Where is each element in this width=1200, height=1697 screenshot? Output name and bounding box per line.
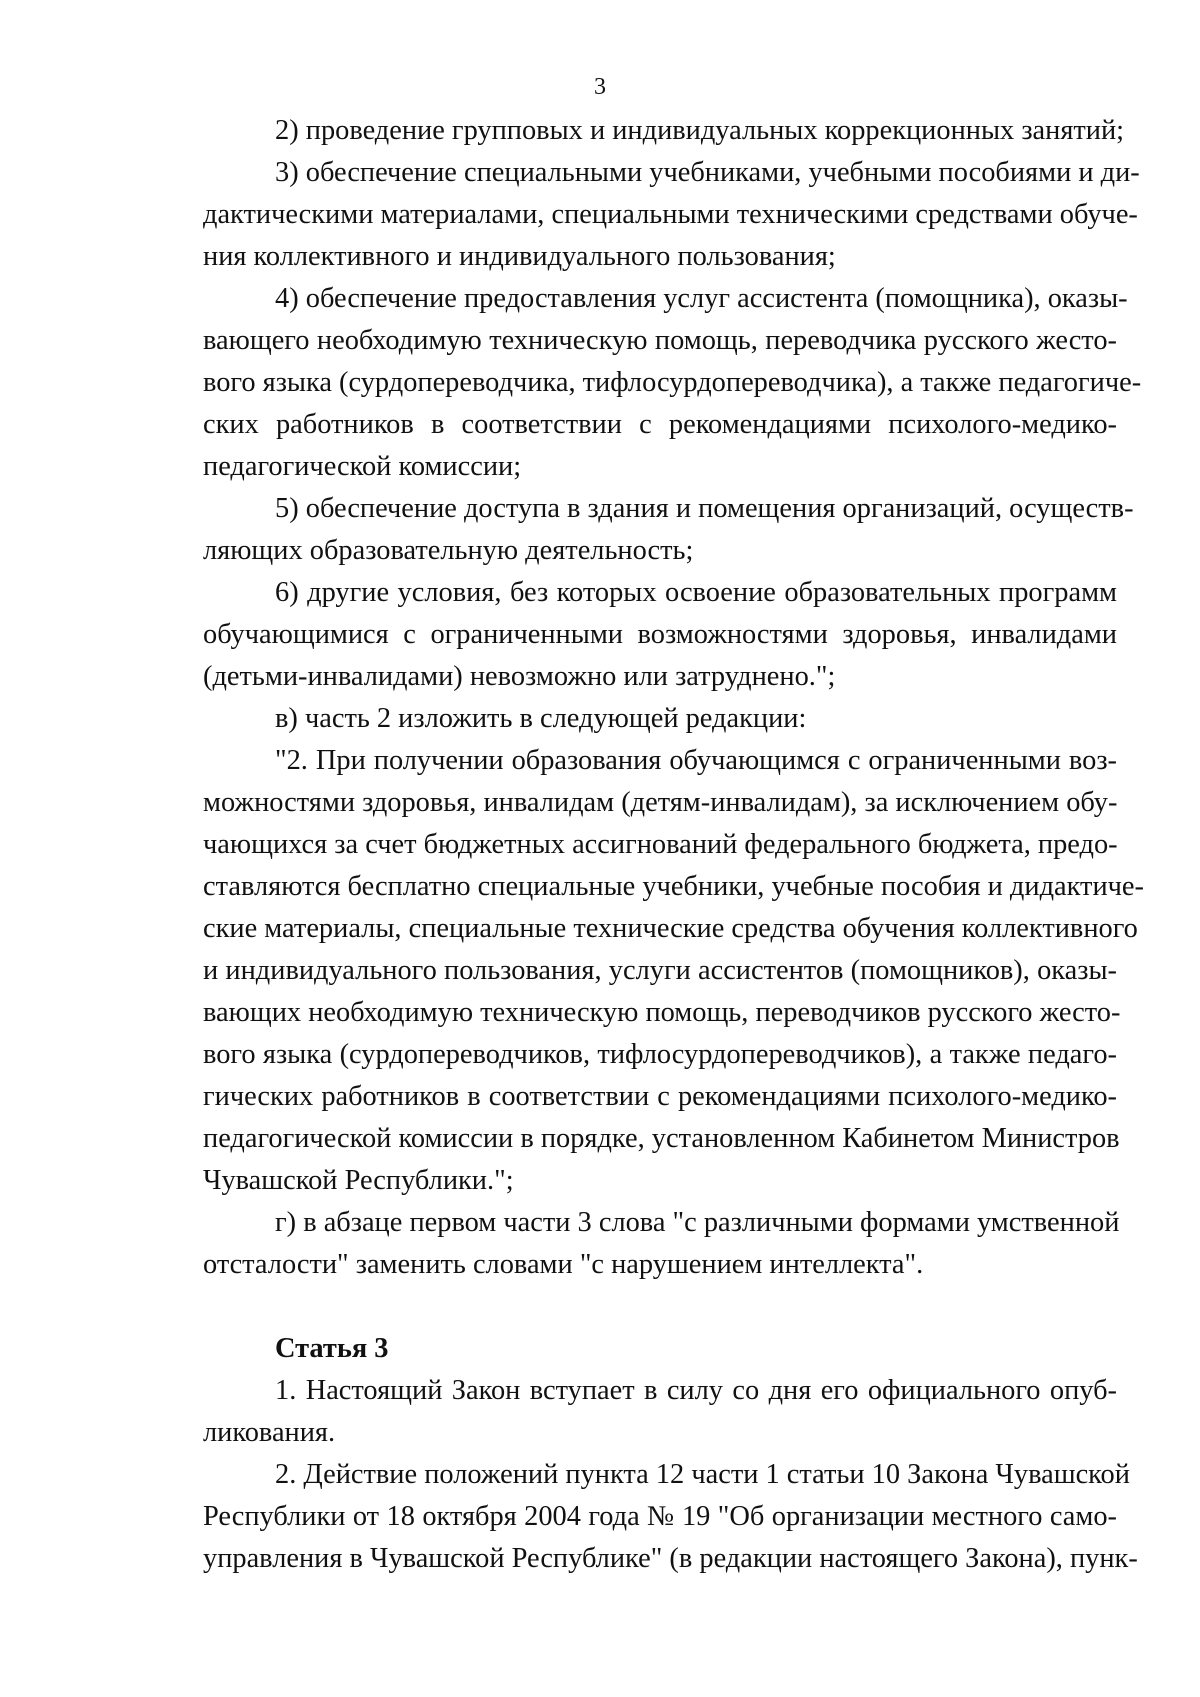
text-line: обучающимися с ограниченными возможностями здоровья, инвалидами [203, 619, 1117, 650]
text-line: вающих необходимую техническую помощь, переводчиков русского жесто- [203, 997, 1121, 1028]
text-line: "2. При получении образования обучающимся с ограниченными воз- [275, 745, 1117, 776]
paragraph [203, 110, 1125, 152]
text-line: 3) обеспечение специальными учебниками, учебными пособиями и ди- [275, 157, 1140, 188]
text-line: в) часть 2 изложить в следующей редакции: [275, 703, 807, 734]
paragraph [203, 572, 1117, 698]
text-line: ликования. [203, 1417, 336, 1448]
text-line: ских работников в соответствии с рекомендациями психолого-медико- [203, 409, 1117, 440]
text-line: Республики от 18 октября 2004 года № 19 "Об организации местного само- [203, 1501, 1117, 1532]
text-line: ляющих образовательную деятельность; [203, 535, 694, 566]
text-line: вого языка (сурдопереводчиков, тифлосурдопереводчиков), а также педаго- [203, 1039, 1117, 1070]
text-line: ставляются бесплатно специальные учебники, учебные пособия и дидактиче- [203, 871, 1144, 902]
text-line: 4) обеспечение предоставления услуг ассистента (помощника), оказы- [275, 283, 1128, 314]
text-line: 6) другие условия, без которых освоение образовательных программ [275, 577, 1117, 608]
paragraph [203, 1370, 1117, 1454]
text-line: гических работников в соответствии с рекомендациями психолого-медико- [203, 1081, 1117, 1112]
text-line: дактическими материалами, специальными техническими средствами обуче- [203, 199, 1138, 230]
text-line: можностями здоровья, инвалидам (детям-инвалидам), за исключением обу- [203, 787, 1118, 818]
text-line: 2. Действие положений пункта 12 части 1 статьи 10 Закона Чувашской [275, 1459, 1130, 1490]
paragraph [203, 1202, 1120, 1286]
text-line: чающихся за счет бюджетных ассигнований федерального бюджета, предо- [203, 829, 1118, 860]
text-line: педагогической комиссии; [203, 451, 522, 482]
article-heading: Статья 3 [275, 1333, 389, 1364]
text-line: Чувашской Республики."; [203, 1165, 514, 1196]
text-line: управления в Чувашской Республике" (в редакции настоящего Закона), пунк- [203, 1543, 1138, 1574]
text-line: отсталости" заменить словами "с нарушением интеллекта". [203, 1249, 924, 1280]
paragraph [203, 1454, 1138, 1580]
paragraph [203, 698, 1117, 740]
text-line: (детьми-инвалидами) невозможно или затруднено."; [203, 661, 836, 692]
paragraph [203, 152, 1140, 278]
text-line: 5) обеспечение доступа в здания и помещения организаций, осуществ- [275, 493, 1134, 524]
page-number: 3 [594, 74, 606, 100]
text-line: 2) проведение групповых и индивидуальных коррекционных занятий; [275, 115, 1125, 146]
article-paragraphs [203, 1370, 1138, 1580]
text-line: г) в абзаце первом части 3 слова "с различными формами умственной [275, 1207, 1120, 1238]
text-line: вого языка (сурдопереводчика, тифлосурдопереводчика), а также педагогиче- [203, 367, 1142, 398]
amendment-paragraphs [203, 110, 1144, 1286]
text-line: ния коллективного и индивидуального пользования; [203, 241, 836, 272]
text-line: ские материалы, специальные технические средства обучения коллективного [203, 913, 1138, 944]
text-line: 1. Настоящий Закон вступает в силу со дня его официального опуб- [275, 1375, 1117, 1406]
text-line: и индивидуального пользования, услуги ассистентов (помощников), оказы- [203, 955, 1117, 986]
document-body [203, 110, 1144, 1580]
text-line: педагогической комиссии в порядке, установленном Кабинетом Министров [203, 1123, 1120, 1154]
paragraph [203, 278, 1142, 488]
paragraph [203, 488, 1134, 572]
text-line: вающего необходимую техническую помощь, переводчика русского жесто- [203, 325, 1117, 356]
paragraph [203, 740, 1144, 1202]
